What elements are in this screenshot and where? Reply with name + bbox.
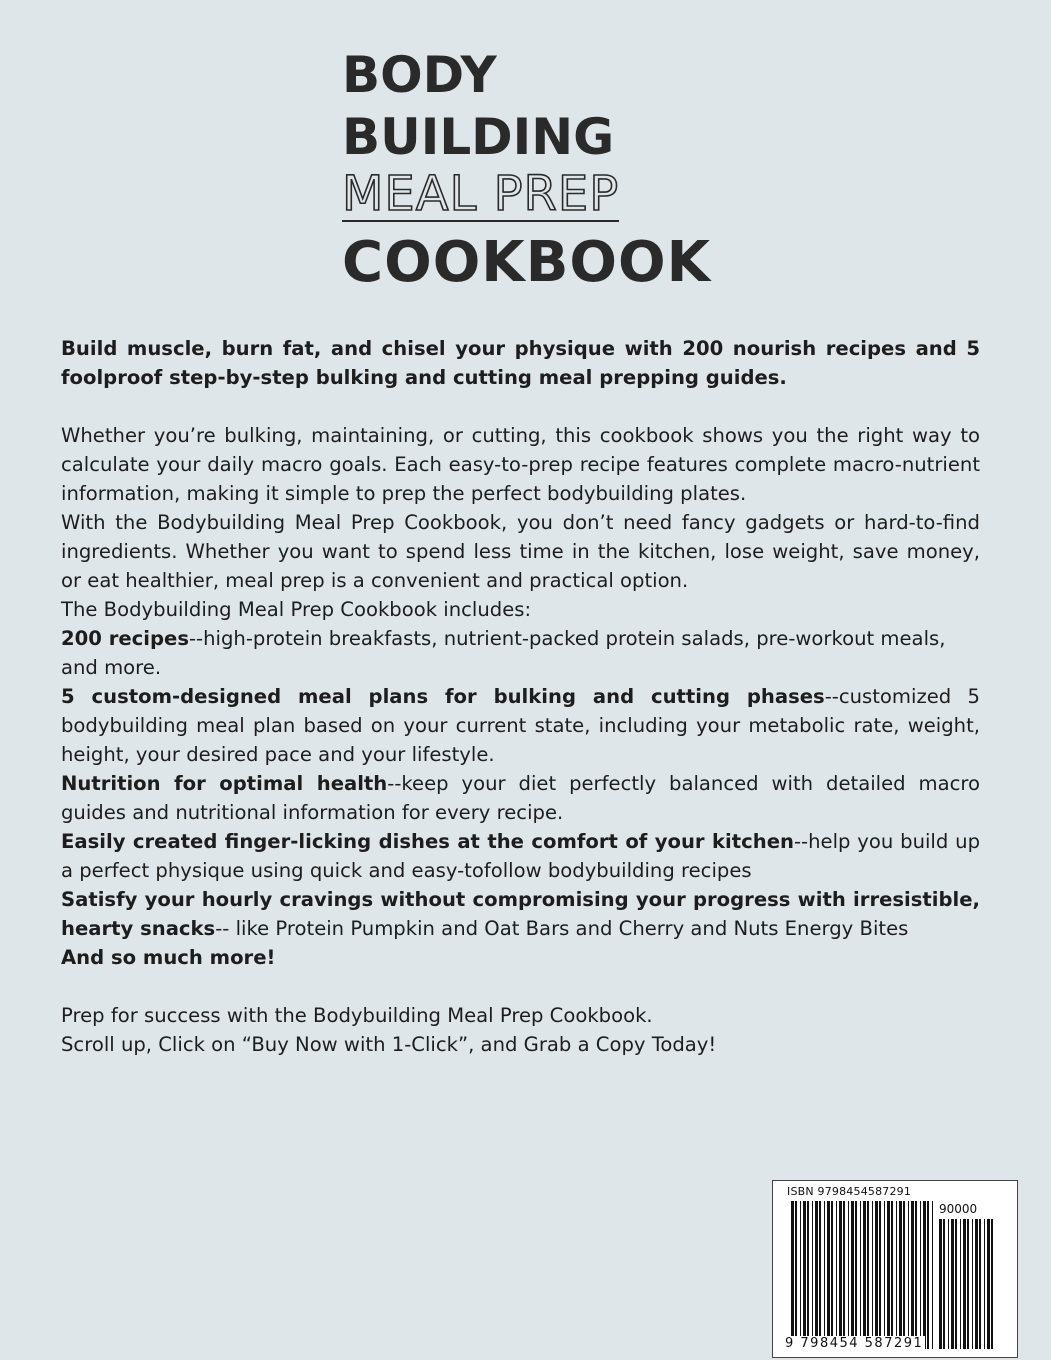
isbn-label: ISBN 9798454587291 <box>787 1185 912 1198</box>
barcode-bar <box>855 1201 857 1349</box>
barcode-bar <box>920 1201 921 1349</box>
item-bold: 5 custom-designed meal plans for bulking and cutting phases <box>61 685 825 708</box>
and-more <box>61 943 980 972</box>
paragraph-meal-prep: With the Bodybuilding Meal Prep Cookbook, you don’t need fancy gadgets or hard-to-find ingredients. Whether you want to spend less time in the kitchen, lose weight, save money, or eat healthier, meal prep is a convenient and practical option. <box>61 511 980 592</box>
price-code: 90000 <box>939 1202 978 1216</box>
isbn-barcode <box>772 1180 1018 1358</box>
barcode-bar <box>899 1201 902 1349</box>
barcode-bar <box>927 1201 929 1349</box>
title-line-meal-prep: MEAL PREP <box>342 166 620 222</box>
item-bold: Satisfy your hourly cravings without compromising your progress with irresistible, hearty snacks <box>61 888 980 940</box>
barcode-bar <box>791 1201 794 1349</box>
barcode-bar <box>975 1219 978 1349</box>
barcode-bar <box>815 1201 818 1349</box>
includes-heading: The Bodybuilding Meal Prep Cookbook includes: <box>61 598 532 621</box>
item-text: --customized 5 bodybuilding meal plan based on your current state, including your metabolic rate, weight, height, your desired pace and your lifestyle. <box>61 685 980 766</box>
barcode-bar <box>979 1219 981 1349</box>
and-more-text: And so much more! <box>61 946 276 969</box>
barcode-bar <box>851 1201 854 1349</box>
barcode-bar <box>848 1201 849 1349</box>
list-item <box>61 682 980 769</box>
barcode-bar <box>807 1201 809 1349</box>
intro-paragraph: Build muscle, burn fat, and chisel your physique with 200 nourish recipes and 5 foolproof step-by-step bulking and cutting meal prepping guides. <box>61 337 980 389</box>
barcode-bar <box>872 1201 873 1349</box>
barcode-bar <box>860 1201 861 1349</box>
title-line-body: BODY <box>342 46 497 104</box>
barcode-bar <box>939 1219 942 1349</box>
barcode-bar <box>884 1201 885 1349</box>
list-item <box>61 885 980 943</box>
item-text: --keep your diet perfectly balanced with detailed macro guides and nutritional information for every recipe. <box>61 772 980 824</box>
description-text <box>61 334 980 1059</box>
barcode-bar <box>991 1219 993 1349</box>
list-item <box>61 624 980 682</box>
barcode-bars <box>773 1181 1019 1359</box>
list-item <box>61 769 980 827</box>
item-text: -- like Protein Pumpkin and Oat Bars and Cherry and Nuts Energy Bites <box>215 917 909 940</box>
barcode-bar <box>839 1201 842 1349</box>
barcode-bar <box>955 1219 957 1349</box>
barcode-bar <box>803 1201 806 1349</box>
barcode-bar <box>915 1201 917 1349</box>
barcode-bar <box>972 1219 973 1349</box>
barcode-bar <box>896 1201 897 1349</box>
barcode-bar <box>943 1219 945 1349</box>
barcode-bar <box>908 1201 909 1349</box>
barcode-bar <box>887 1201 890 1349</box>
barcode-bar <box>967 1219 969 1349</box>
barcode-bar <box>911 1201 914 1349</box>
barcode-bar <box>827 1201 830 1349</box>
barcode-digits: 9 798454 587291 <box>785 1336 924 1351</box>
barcode-bar <box>819 1201 821 1349</box>
barcode-bar <box>948 1219 949 1349</box>
paragraph-macro-goals: Whether you’re bulking, maintaining, or cutting, this cookbook shows you the right way to calculate your daily macro goals. Each easy-to-prep recipe features complete macro-nutrient information, making it simple to prep the perfect bodybuilding plates. <box>61 424 980 505</box>
barcode-bar <box>831 1201 833 1349</box>
item-text: --high-protein breakfasts, nutrient-packed protein salads, pre-workout meals, and more. <box>61 627 946 679</box>
barcode-bar <box>836 1201 837 1349</box>
item-bold: Easily created finger-licking dishes at the comfort of your kitchen <box>61 830 794 853</box>
item-bold: Nutrition for optimal health <box>61 772 388 795</box>
barcode-bar <box>867 1201 869 1349</box>
list-item <box>61 827 980 885</box>
item-bold: 200 recipes <box>61 627 189 650</box>
closing-line-2: Scroll up, Click on “Buy Now with 1-Click”, and Grab a Copy Today! <box>61 1033 717 1056</box>
barcode-bar <box>812 1201 813 1349</box>
title-line-building: BUILDING <box>342 108 615 166</box>
barcode-bar <box>800 1201 801 1349</box>
barcode-bar <box>984 1219 985 1349</box>
barcode-bar <box>824 1201 825 1349</box>
barcode-bar <box>960 1219 961 1349</box>
closing-line-1: Prep for success with the Bodybuilding Meal Prep Cookbook. <box>61 1004 653 1027</box>
barcode-bar <box>891 1201 893 1349</box>
book-title <box>342 44 711 294</box>
barcode-bar <box>951 1219 954 1349</box>
title-line-cookbook: COOKBOOK <box>342 230 711 295</box>
barcode-bar <box>987 1219 990 1349</box>
item-text: --help you build up a perfect physique using quick and easy-tofollow bodybuilding recipes <box>61 830 981 882</box>
barcode-bar <box>963 1219 966 1349</box>
barcode-bar <box>875 1201 878 1349</box>
barcode-bar <box>879 1201 881 1349</box>
barcode-bar <box>843 1201 845 1349</box>
barcode-bar <box>932 1201 933 1349</box>
barcode-bar <box>795 1201 797 1349</box>
barcode-bar <box>863 1201 866 1349</box>
barcode-bar <box>903 1201 905 1349</box>
barcode-bar <box>923 1201 926 1349</box>
